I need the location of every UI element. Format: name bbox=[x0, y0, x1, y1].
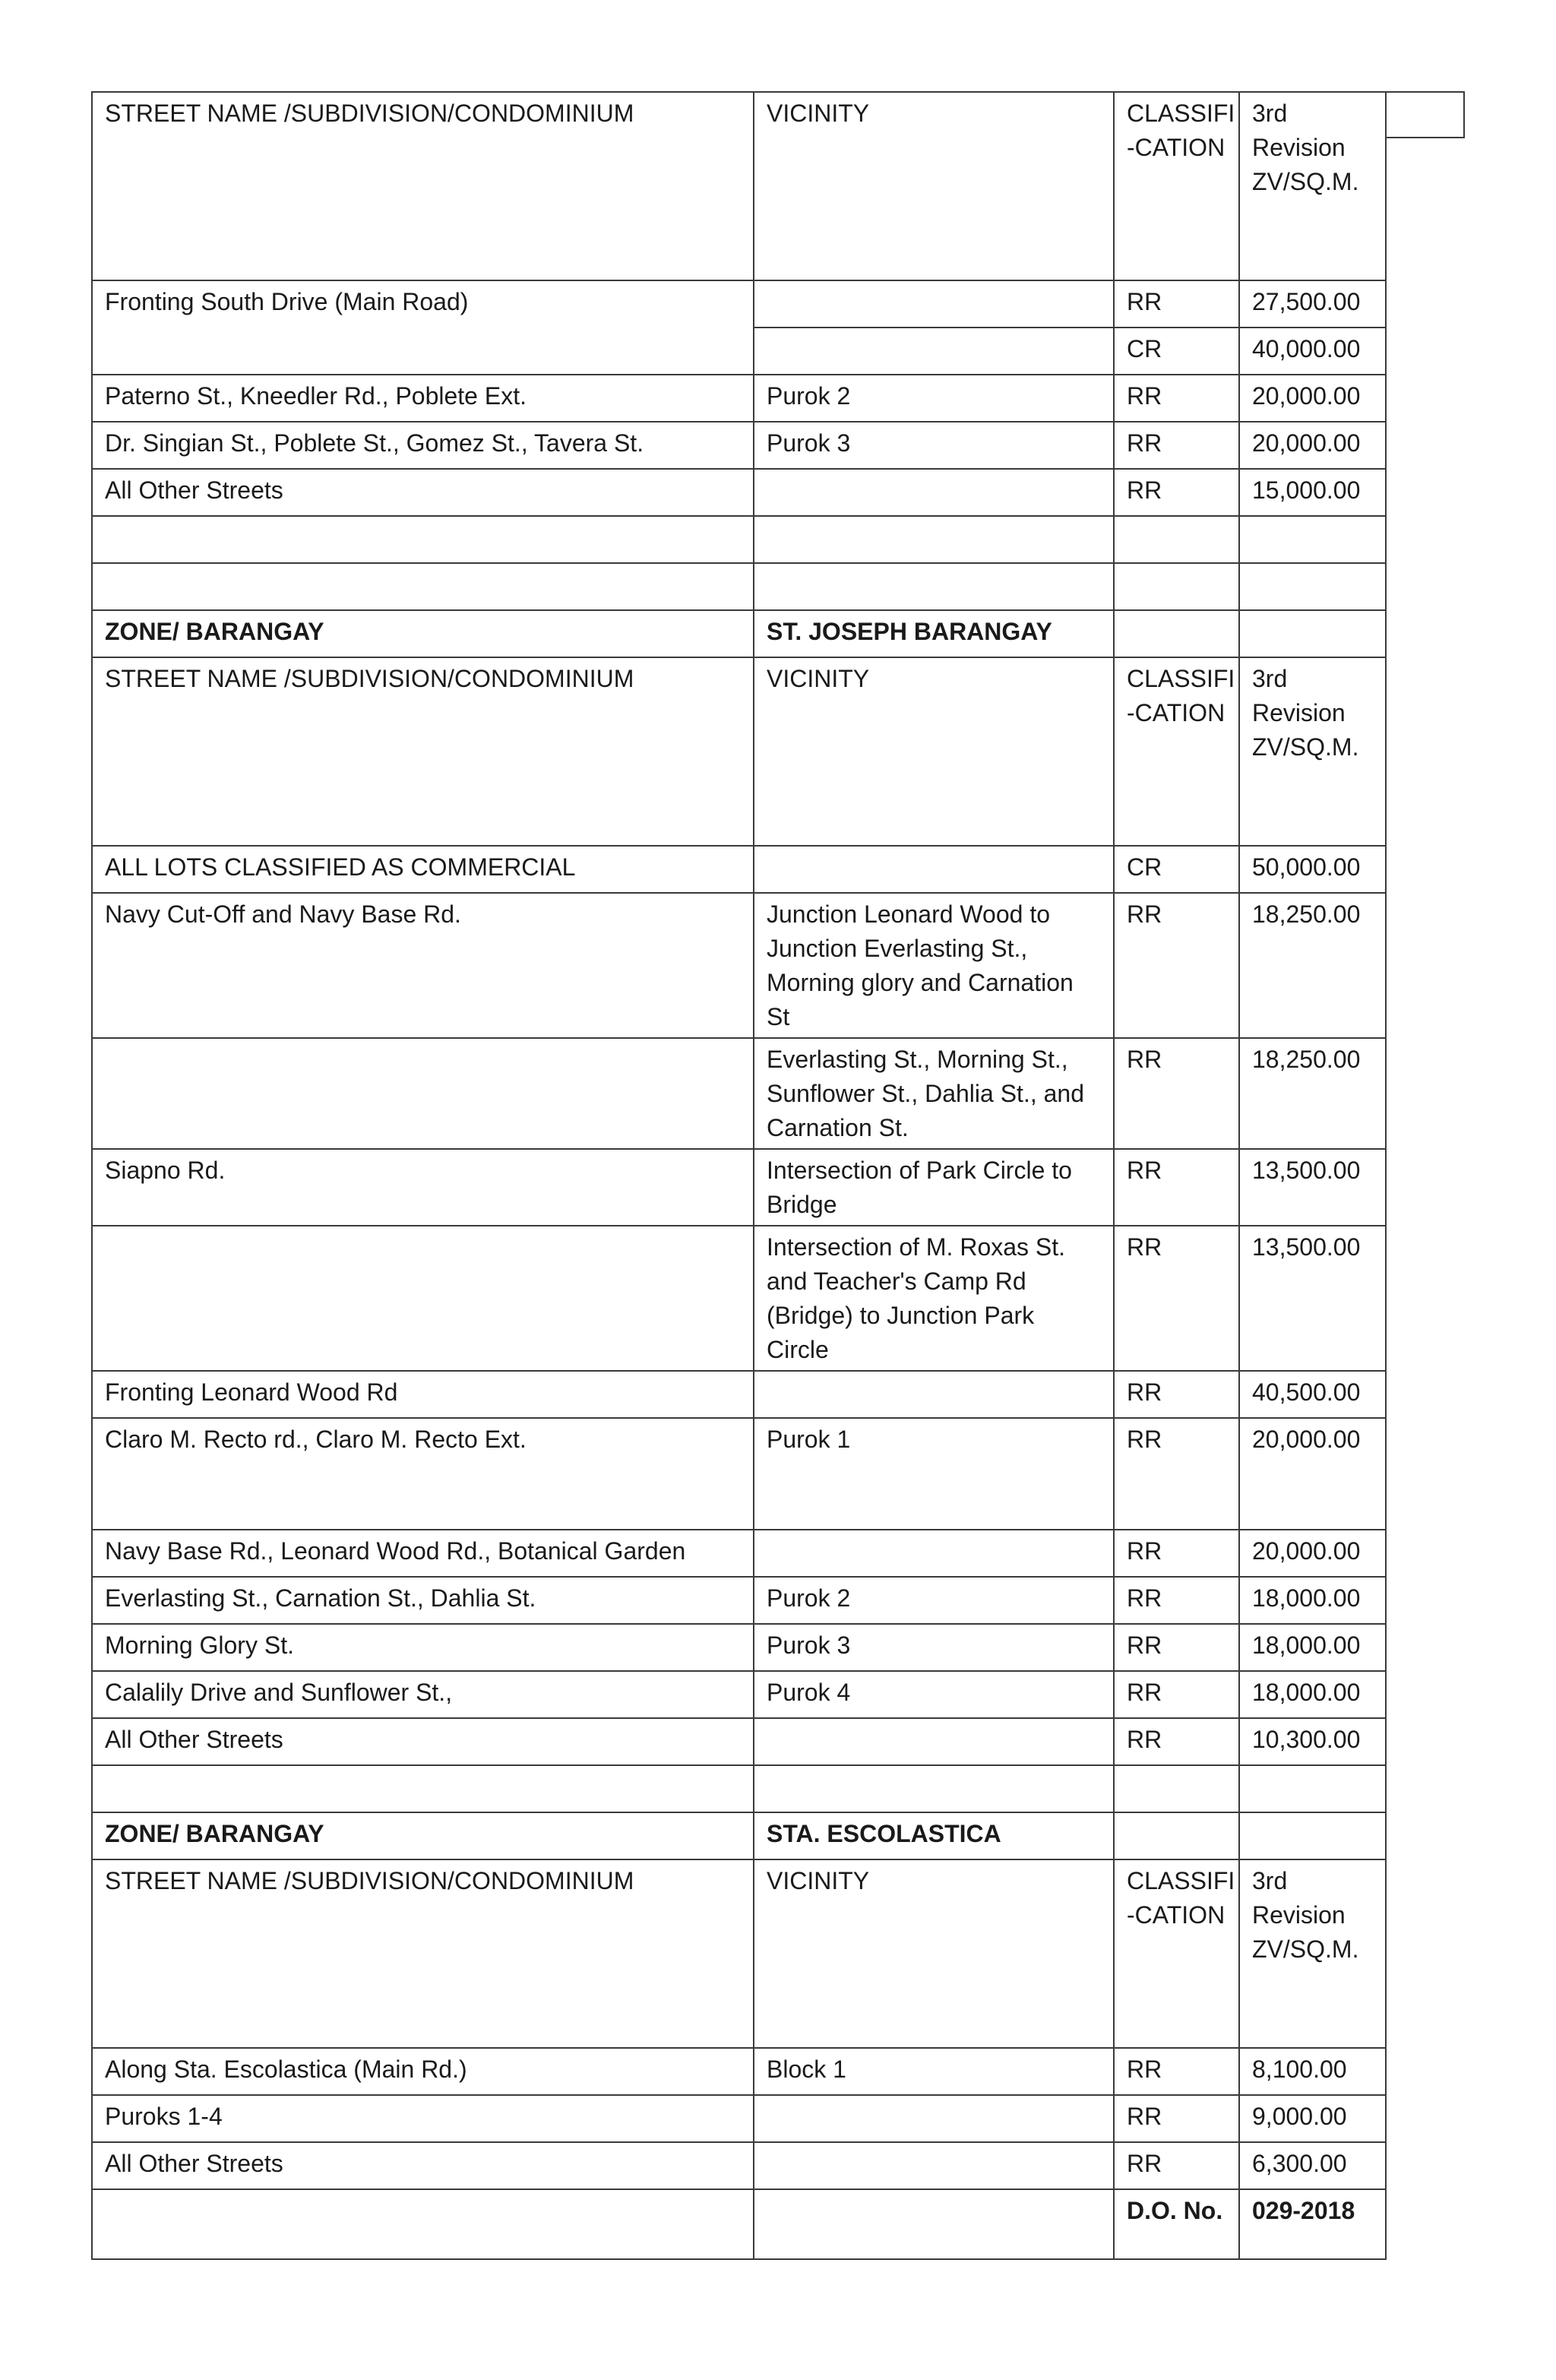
header-row bbox=[92, 657, 1386, 846]
do-label: D.O. No. bbox=[1114, 2189, 1239, 2259]
classification-cell: RR bbox=[1114, 2048, 1239, 2095]
classification-cell: RR bbox=[1114, 1038, 1239, 1149]
classification-cell: CR bbox=[1114, 846, 1239, 893]
vicinity-cell bbox=[754, 2142, 1114, 2189]
value-cell: 6,300.00 bbox=[1239, 2142, 1386, 2189]
street-cell: Navy Base Rd., Leonard Wood Rd., Botanical Garden bbox=[92, 1530, 754, 1577]
street-cell bbox=[92, 1038, 754, 1149]
empty-row bbox=[92, 563, 1386, 610]
street-cell: Puroks 1-4 bbox=[92, 2095, 754, 2142]
street-cell: Along Sta. Escolastica (Main Rd.) bbox=[92, 2048, 754, 2095]
table-row bbox=[92, 1038, 1386, 1149]
vicinity-cell: Junction Leonard Wood to Junction Everlasting St., Morning glory and Carnation St bbox=[754, 893, 1114, 1038]
street-cell: ALL LOTS CLASSIFIED AS COMMERCIAL bbox=[92, 846, 754, 893]
classification-cell: RR bbox=[1114, 375, 1239, 422]
vicinity-cell: Purok 2 bbox=[754, 375, 1114, 422]
value-cell: 13,500.00 bbox=[1239, 1149, 1386, 1226]
street-cell bbox=[92, 1226, 754, 1371]
classification-cell: RR bbox=[1114, 1149, 1239, 1226]
street-header: STREET NAME /SUBDIVISION/CONDOMINIUM bbox=[92, 1859, 754, 2048]
vicinity-cell: Purok 4 bbox=[754, 1671, 1114, 1718]
vicinity-cell: Everlasting St., Morning St., Sunflower St., Dahlia St., and Carnation St. bbox=[754, 1038, 1114, 1149]
table-row bbox=[92, 1371, 1386, 1418]
vicinity-cell: Intersection of Park Circle to Bridge bbox=[754, 1149, 1114, 1226]
classification-cell: RR bbox=[1114, 2142, 1239, 2189]
classification-header: CLASSIFI -CATION bbox=[1114, 657, 1239, 846]
vicinity-header: VICINITY bbox=[754, 92, 1114, 280]
vicinity-cell: Purok 3 bbox=[754, 1624, 1114, 1671]
table-row bbox=[92, 2095, 1386, 2142]
street-cell: All Other Streets bbox=[92, 1718, 754, 1765]
vicinity-cell bbox=[754, 2095, 1114, 2142]
table-row bbox=[92, 280, 1386, 328]
classification-cell: RR bbox=[1114, 1718, 1239, 1765]
header-row bbox=[92, 92, 1386, 280]
vicinity-header: VICINITY bbox=[754, 1859, 1114, 2048]
street-cell: Claro M. Recto rd., Claro M. Recto Ext. bbox=[92, 1418, 754, 1530]
classification-cell: RR bbox=[1114, 1226, 1239, 1371]
empty-row bbox=[92, 516, 1386, 563]
zone-label: ZONE/ BARANGAY bbox=[92, 610, 754, 657]
value-cell: 20,000.00 bbox=[1239, 1418, 1386, 1530]
value-cell: 18,000.00 bbox=[1239, 1671, 1386, 1718]
classification-header: CLASSIFI -CATION bbox=[1114, 92, 1239, 280]
table-row bbox=[92, 469, 1386, 516]
vicinity-cell: Purok 1 bbox=[754, 1418, 1114, 1530]
street-cell: Navy Cut-Off and Navy Base Rd. bbox=[92, 893, 754, 1038]
footer-row bbox=[92, 2189, 1386, 2259]
table-row bbox=[92, 1530, 1386, 1577]
vicinity-cell: Purok 3 bbox=[754, 422, 1114, 469]
value-cell: 20,000.00 bbox=[1239, 375, 1386, 422]
classification-header: CLASSIFI -CATION bbox=[1114, 1859, 1239, 2048]
table-row bbox=[92, 2048, 1386, 2095]
table-row bbox=[92, 1624, 1386, 1671]
value-header: 3rd Revision ZV/SQ.M. bbox=[1239, 1859, 1386, 2048]
zone-row bbox=[92, 1812, 1386, 1859]
street-cell: Fronting South Drive (Main Road) bbox=[92, 280, 754, 375]
classification-cell: RR bbox=[1114, 1371, 1239, 1418]
vicinity-cell: Purok 2 bbox=[754, 1577, 1114, 1624]
value-cell: 27,500.00 bbox=[1239, 280, 1386, 328]
table-row bbox=[92, 893, 1386, 1038]
table-row bbox=[92, 1671, 1386, 1718]
street-cell: Calalily Drive and Sunflower St., bbox=[92, 1671, 754, 1718]
corner-box bbox=[1385, 91, 1465, 138]
classification-cell: RR bbox=[1114, 1624, 1239, 1671]
vicinity-cell bbox=[754, 846, 1114, 893]
vicinity-cell bbox=[754, 328, 1114, 375]
table-row bbox=[92, 2142, 1386, 2189]
value-cell: 18,000.00 bbox=[1239, 1577, 1386, 1624]
value-cell: 8,100.00 bbox=[1239, 2048, 1386, 2095]
table-row bbox=[92, 1226, 1386, 1371]
classification-cell: RR bbox=[1114, 469, 1239, 516]
value-header: 3rd Revision ZV/SQ.M. bbox=[1239, 92, 1386, 280]
classification-cell: CR bbox=[1114, 328, 1239, 375]
classification-cell: RR bbox=[1114, 2095, 1239, 2142]
vicinity-cell bbox=[754, 280, 1114, 328]
vicinity-cell: Block 1 bbox=[754, 2048, 1114, 2095]
vicinity-cell bbox=[754, 1371, 1114, 1418]
do-number: 029-2018 bbox=[1239, 2189, 1386, 2259]
classification-cell: RR bbox=[1114, 1671, 1239, 1718]
value-cell: 40,000.00 bbox=[1239, 328, 1386, 375]
street-cell: Dr. Singian St., Poblete St., Gomez St., Tavera St. bbox=[92, 422, 754, 469]
street-cell: Fronting Leonard Wood Rd bbox=[92, 1371, 754, 1418]
table-row bbox=[92, 1149, 1386, 1226]
street-cell: Siapno Rd. bbox=[92, 1149, 754, 1226]
classification-cell: RR bbox=[1114, 1418, 1239, 1530]
value-header: 3rd Revision ZV/SQ.M. bbox=[1239, 657, 1386, 846]
table-row bbox=[92, 1577, 1386, 1624]
classification-cell: RR bbox=[1114, 422, 1239, 469]
vicinity-cell bbox=[754, 1530, 1114, 1577]
street-cell: All Other Streets bbox=[92, 469, 754, 516]
barangay-name: STA. ESCOLASTICA bbox=[754, 1812, 1114, 1859]
value-cell: 15,000.00 bbox=[1239, 469, 1386, 516]
barangay-name: ST. JOSEPH BARANGAY bbox=[754, 610, 1114, 657]
value-cell: 13,500.00 bbox=[1239, 1226, 1386, 1371]
classification-cell: RR bbox=[1114, 280, 1239, 328]
classification-cell: RR bbox=[1114, 893, 1239, 1038]
value-cell: 20,000.00 bbox=[1239, 422, 1386, 469]
vicinity-cell bbox=[754, 469, 1114, 516]
street-header: STREET NAME /SUBDIVISION/CONDOMINIUM bbox=[92, 657, 754, 846]
header-row bbox=[92, 1859, 1386, 2048]
table-row bbox=[92, 846, 1386, 893]
zone-label: ZONE/ BARANGAY bbox=[92, 1812, 754, 1859]
value-cell: 18,250.00 bbox=[1239, 1038, 1386, 1149]
table-row bbox=[92, 422, 1386, 469]
empty-row bbox=[92, 1765, 1386, 1812]
table-row bbox=[92, 1418, 1386, 1530]
value-cell: 9,000.00 bbox=[1239, 2095, 1386, 2142]
vicinity-header: VICINITY bbox=[754, 657, 1114, 846]
street-cell: Morning Glory St. bbox=[92, 1624, 754, 1671]
value-cell: 18,000.00 bbox=[1239, 1624, 1386, 1671]
street-cell: Paterno St., Kneedler Rd., Poblete Ext. bbox=[92, 375, 754, 422]
classification-cell: RR bbox=[1114, 1530, 1239, 1577]
value-cell: 20,000.00 bbox=[1239, 1530, 1386, 1577]
table-row bbox=[92, 1718, 1386, 1765]
value-cell: 40,500.00 bbox=[1239, 1371, 1386, 1418]
street-cell: Everlasting St., Carnation St., Dahlia St. bbox=[92, 1577, 754, 1624]
zone-row bbox=[92, 610, 1386, 657]
value-cell: 10,300.00 bbox=[1239, 1718, 1386, 1765]
table-row bbox=[92, 375, 1386, 422]
classification-cell: RR bbox=[1114, 1577, 1239, 1624]
street-cell: All Other Streets bbox=[92, 2142, 754, 2189]
vicinity-cell: Intersection of M. Roxas St. and Teacher's Camp Rd (Bridge) to Junction Park Circle bbox=[754, 1226, 1114, 1371]
value-cell: 50,000.00 bbox=[1239, 846, 1386, 893]
street-header: STREET NAME /SUBDIVISION/CONDOMINIUM bbox=[92, 92, 754, 280]
value-cell: 18,250.00 bbox=[1239, 893, 1386, 1038]
vicinity-cell bbox=[754, 1718, 1114, 1765]
zonal-value-table bbox=[91, 91, 1387, 2260]
